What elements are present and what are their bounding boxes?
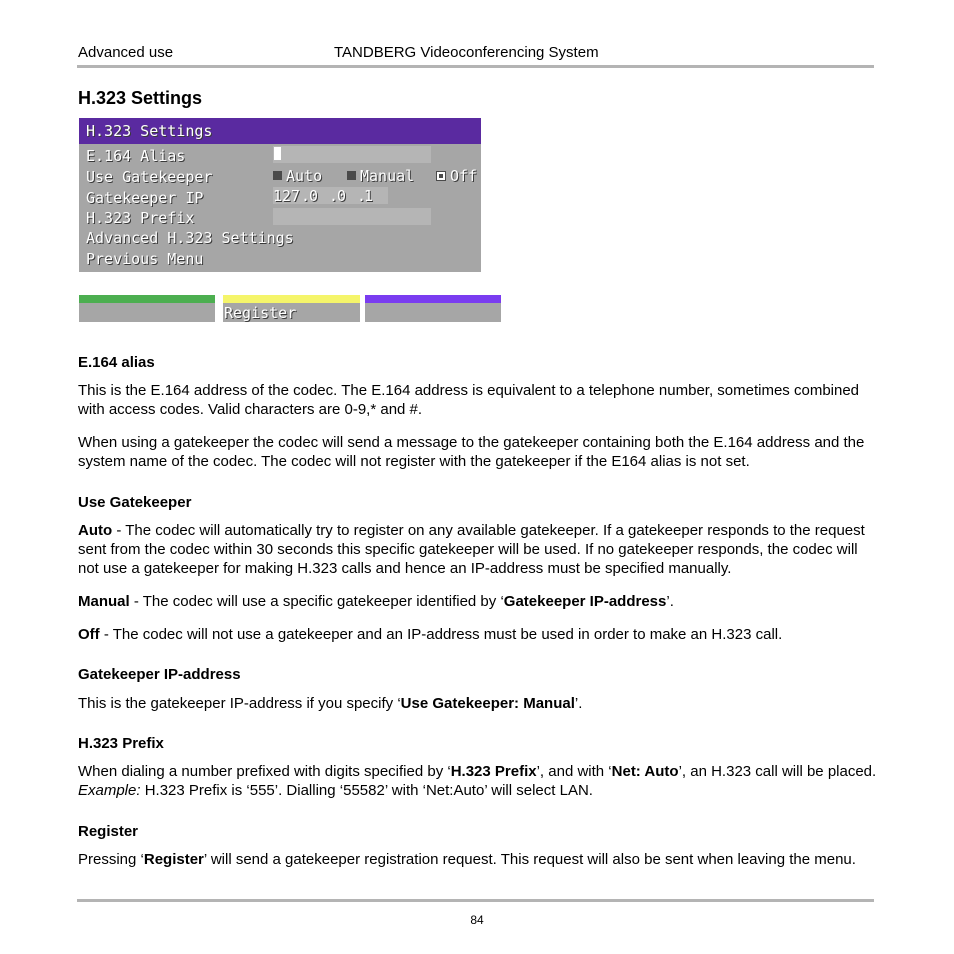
paragraph-h323-prefix — [78, 762, 878, 800]
radio-off-selected-icon[interactable] — [436, 171, 446, 181]
ip-octet-dot-2: . — [329, 187, 339, 205]
h323-prefix-field[interactable] — [273, 208, 431, 225]
ref-register: Register — [143, 851, 204, 868]
header-product-title: TANDBERG Videoconferencing System — [334, 44, 599, 61]
gatekeeper-ip-text-a: This is the gatekeeper IP-address if you specify ‘ — [78, 695, 401, 712]
softkey-yellow-bar — [223, 295, 360, 303]
ip-octet-1: 127 — [273, 187, 301, 205]
term-manual: Manual — [78, 593, 130, 610]
ref-use-gatekeeper-manual: Use Gatekeeper: Manual — [400, 695, 575, 712]
heading-use-gatekeeper: Use Gatekeeper — [78, 494, 192, 511]
osd-item-h323-prefix[interactable]: H.323 Prefix — [86, 209, 195, 227]
softkey-green-bar — [79, 295, 215, 303]
page-title: H.323 Settings — [78, 88, 203, 108]
ip-octet-3: 0 — [337, 187, 347, 205]
example-label: Example: — [78, 782, 141, 799]
ip-octet-dot-1: . — [301, 187, 311, 205]
paragraph-register — [78, 850, 868, 869]
ref-gatekeeper-ip: Gatekeeper IP-address — [503, 593, 667, 610]
ip-octet-4: 1 — [364, 187, 374, 205]
ref-h323-prefix: H.323 Prefix — [450, 763, 537, 780]
paragraph-e164-1: This is the E.164 address of the codec. The E.164 address is equivalent to a telephone number, sometimes combined with access codes. Valid characters are 0-9,* and #. — [78, 382, 860, 418]
radio-manual-icon[interactable] — [347, 171, 356, 180]
text-cursor — [274, 147, 281, 160]
off-description: - The codec will not use a gatekeeper and an IP-address must be used in order to make an H.323 call. — [99, 626, 783, 643]
prefix-text-d: H.323 Prefix is ‘555’. Dialling ‘55582’ with ‘Net:Auto’ will select LAN. — [140, 782, 593, 799]
manual-description-b: ’. — [666, 593, 674, 610]
gatekeeper-ip-text-b: ’. — [574, 695, 583, 712]
term-off: Off — [78, 626, 100, 643]
osd-menu-title: H.323 Settings — [86, 122, 213, 140]
heading-gatekeeper-ip: Gatekeeper IP-address — [78, 666, 241, 683]
osd-item-e164-alias[interactable]: E.164 Alias — [86, 147, 186, 165]
osd-item-use-gatekeeper[interactable]: Use Gatekeeper — [86, 168, 213, 186]
softkey-register[interactable] — [223, 303, 360, 322]
term-auto: Auto — [78, 522, 113, 539]
prefix-text-c: ’, an H.323 call will be placed. — [678, 763, 877, 780]
auto-description: - The codec will automatically try to register on any available gatekeeper. If a gatekeeper responds to the request sent from the codec within 30 seconds this specific gatekeeper will be used. If no gatekeeper responds, the codec will not use a gatekeeper for making H.323 calls and hence an IP-address must be specified manually. — [78, 522, 865, 577]
manual-description-a: - The codec will use a specific gatekeeper identified by ‘ — [129, 593, 504, 610]
paragraph-gatekeeper-auto — [78, 521, 878, 578]
heading-register: Register — [78, 823, 139, 840]
prefix-text-b: ’, and with ‘ — [536, 763, 612, 780]
paragraph-gatekeeper-ip — [78, 694, 878, 713]
ip-octet-2: 0 — [309, 187, 319, 205]
option-manual-label[interactable]: Manual — [360, 167, 415, 185]
option-auto-label[interactable]: Auto — [286, 167, 323, 185]
ip-octet-dot-3: . — [357, 187, 367, 205]
register-text-a: Pressing ‘ — [78, 851, 144, 868]
header-divider — [77, 65, 874, 68]
radio-auto-icon[interactable] — [273, 171, 282, 180]
osd-item-advanced-h323[interactable]: Advanced H.323 Settings — [86, 229, 294, 247]
paragraph-gatekeeper-off — [78, 625, 878, 644]
register-text-b: ’ will send a gatekeeper registration request. This request will also be sent when leaving the menu. — [203, 851, 856, 868]
ref-net-auto: Net: Auto — [611, 763, 679, 780]
softkey-purple[interactable] — [365, 303, 501, 322]
heading-h323-prefix: H.323 Prefix — [78, 735, 164, 752]
paragraph-e164-2: When using a gatekeeper the codec will send a message to the gatekeeper containing both the E.164 address and the system name of the codec. The codec will not register with the gatekeeper if the E164 alias is not set. — [78, 434, 865, 470]
page-number: 84 — [470, 913, 484, 927]
heading-e164-alias: E.164 alias — [78, 354, 155, 371]
e164-alias-field[interactable] — [273, 146, 431, 163]
softkey-green[interactable] — [79, 303, 215, 322]
prefix-text-a: When dialing a number prefixed with digits specified by ‘ — [78, 763, 451, 780]
osd-item-previous-menu[interactable]: Previous Menu — [86, 250, 204, 268]
option-off-label[interactable]: Off — [450, 167, 478, 185]
softkey-register-label: Register — [224, 304, 297, 322]
paragraph-gatekeeper-manual — [78, 592, 878, 611]
softkey-purple-bar — [365, 295, 501, 303]
osd-item-gatekeeper-ip[interactable]: Gatekeeper IP — [86, 189, 204, 207]
footer-divider — [77, 899, 874, 902]
header-section-title: Advanced use — [78, 44, 174, 61]
